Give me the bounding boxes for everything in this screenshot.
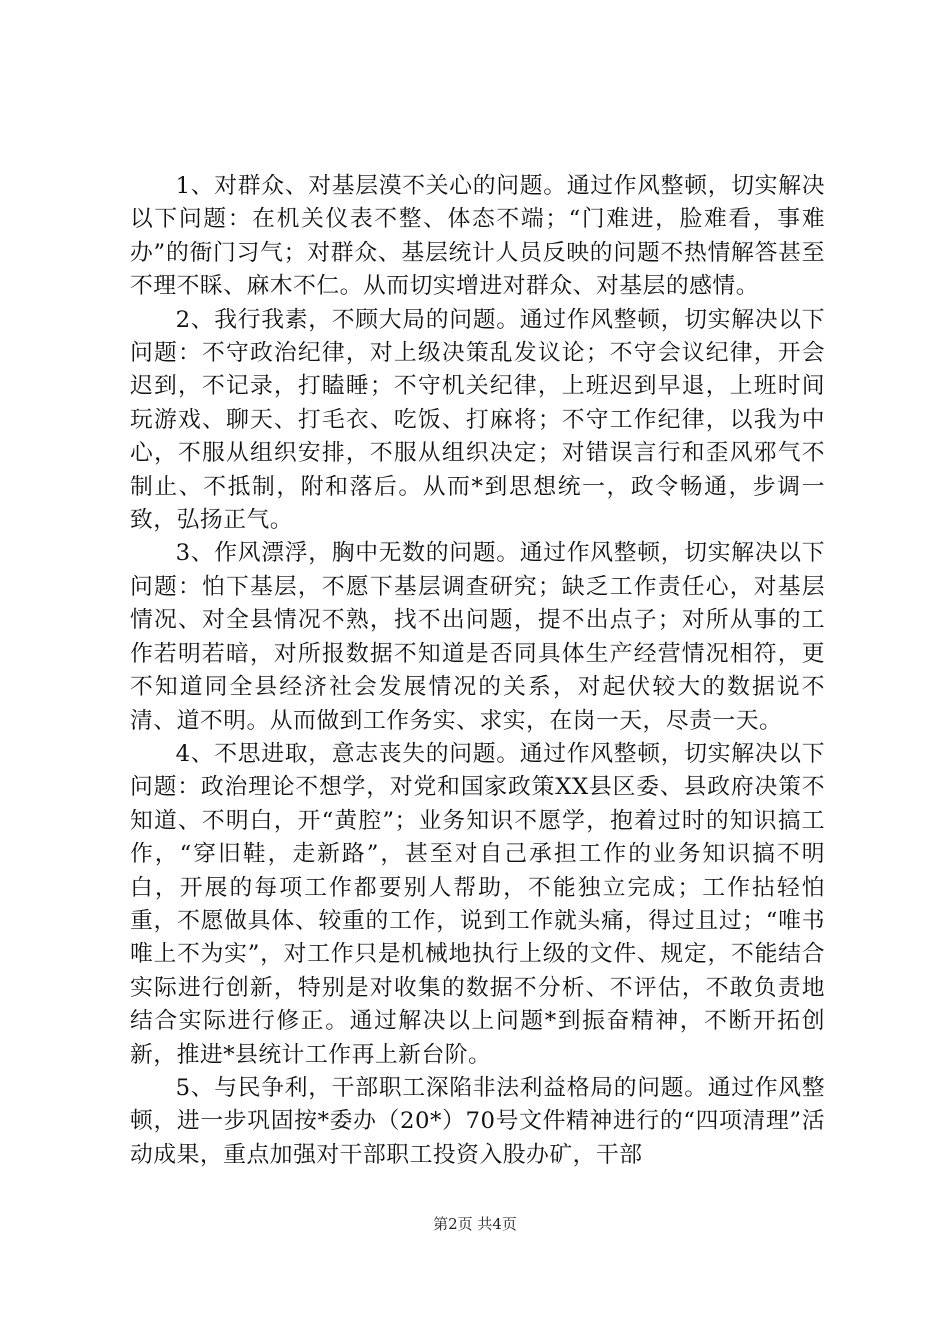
paragraph-4: 4、不思进取，意志丧失的问题。通过作风整顿，切实解决以下问题：政治理论不想学，对党和国家政策XX县区委、县政府决策不知道、不明白，开“黄腔”；业务知识不愿学，抱着过时的知识搞工作，“穿旧鞋，走新路”，甚至对自己承担工作的业务知识搞不明白，开展的每项工作都要别人帮助，不能独立完成；工作拈轻怕重，不愿做具体、较重的工作，说到工作就头痛，得过且过；“唯书唯上不为实”，对工作只是机械地执行上级的文件、规定，不能结合实际进行创新，特别是对收集的数据不分析、不评估，不敢负责地结合实际进行修正。通过解决以上问题*到振奋精神，不断开拓创新，推进*县统计工作再上新台阶。 bbox=[130, 740, 825, 1068]
page-footer bbox=[0, 1214, 950, 1234]
paragraph-3: 3、作风漂浮，胸中无数的问题。通过作风整顿，切实解决以下问题：怕下基层，不愿下基层调查研究；缺乏工作责任心，对基层情况、对全县情况不熟，找不出问题，提不出点子；对所从事的工作若明若暗，对所报数据不知道是否同具体生产经营情况相符，更不知道同全县经济社会发展情况的关系，对起伏较大的数据说不清、道不明。从而做到工作务实、求实，在岗一天，尽责一天。 bbox=[130, 540, 825, 734]
paragraph-5: 5、与民争利，干部职工深陷非法利益格局的问题。通过作风整顿，进一步巩固按*委办（20*）70号文件精神进行的“四项清理”活动成果，重点加强对干部职工投资入股办矿，干部 bbox=[130, 1074, 825, 1168]
document-body bbox=[130, 170, 825, 1172]
paragraph-2: 2、我行我素，不顾大局的问题。通过作风整顿，切实解决以下问题：不守政治纪律，对上级决策乱发议论；不守会议纪律，开会迟到，不记录，打瞌睡；不守机关纪律，上班迟到早退，上班时间玩游戏、聊天、打毛衣、吃饭、打麻将；不守工作纪律，以我为中心，不服从组织安排，不服从组织决定；对错误言行和歪风邪气不制止、不抵制，附和落后。从而*到思想统一，政令畅通，步调一致，弘扬正气。 bbox=[130, 306, 825, 534]
paragraph-1: 1、对群众、对基层漠不关心的问题。通过作风整顿，切实解决以下问题：在机关仪表不整、体态不端；“门难进，脸难看，事难办”的衙门习气；对群众、基层统计人员反映的问题不热情解答甚至不理不睬、麻木不仁。从而切实增进对群众、对基层的感情。 bbox=[130, 173, 825, 300]
page-number-label: 第2页 共4页 bbox=[433, 1215, 517, 1233]
